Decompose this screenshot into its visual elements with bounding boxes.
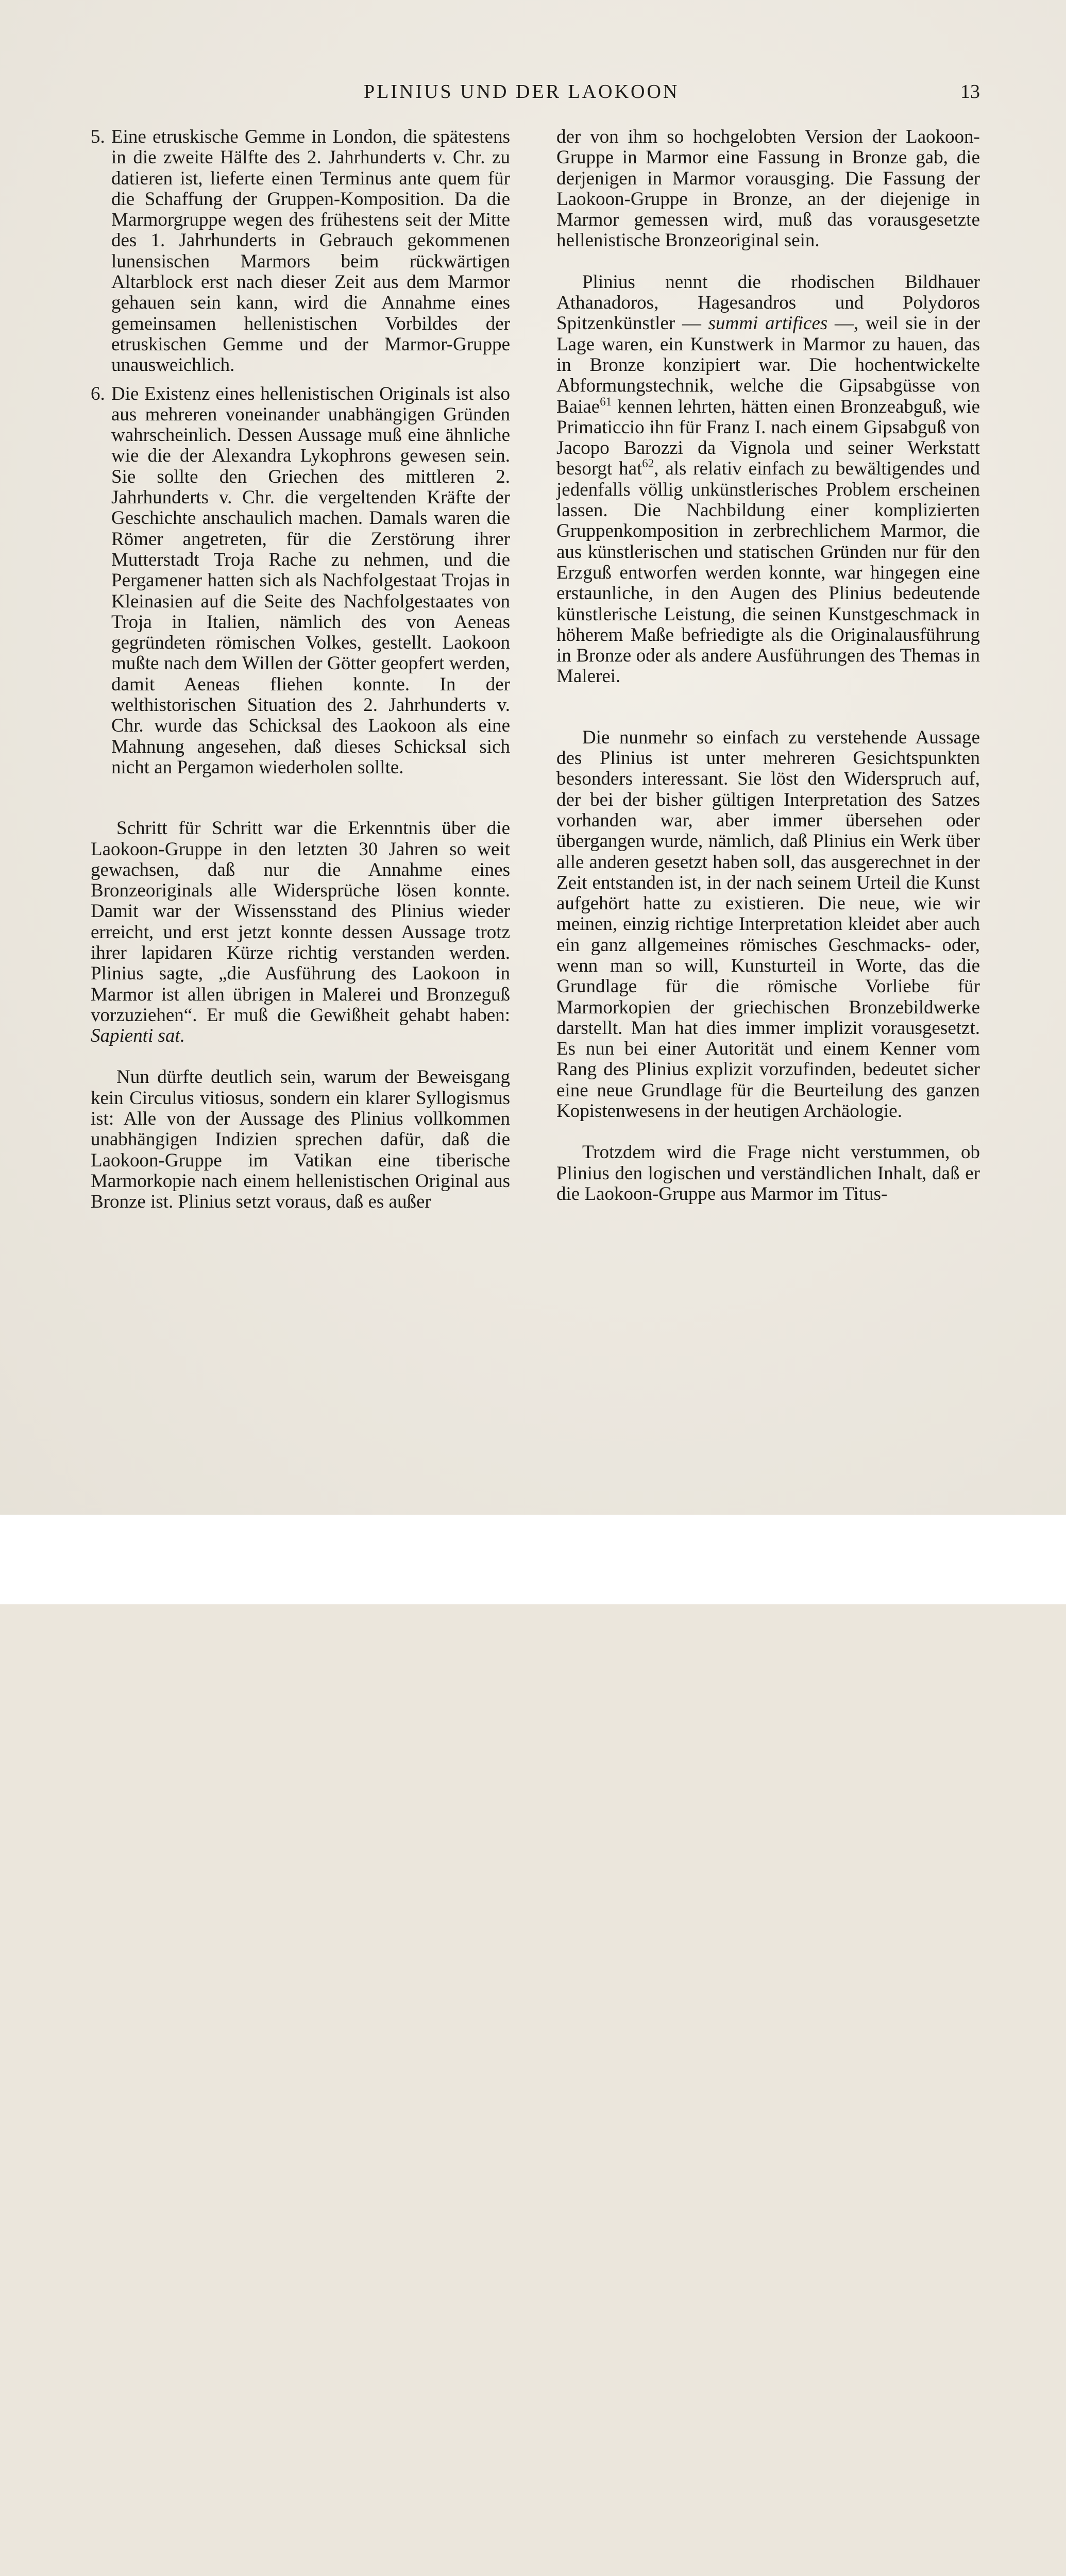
left-column — [91, 127, 510, 1213]
list-number: 6. — [91, 383, 105, 404]
list-item-5 — [91, 127, 510, 376]
running-title: PLINIUS UND DER LAOKOON — [364, 81, 680, 103]
paragraph-text: Schritt für Schritt war die Erkenntnis über die Laokoon-Gruppe in den letzten 30 Jahren so weit gewachsen, daß nur die Annahme eines Bronzeoriginals alle Widersprüche lösen konnte. Damit war der Wissensstand des Plinius wieder erreicht, und erst jetzt konnte dessen Aussage trotz ihrer lapidaren Kürze richtig verstanden werden. Plinius sagte, „die Ausführung des Laokoon in Marmor ist allen übrigen in Malerei und Bronzeguß vorzuziehen“. Er muß die Gewißheit gehabt haben: — [91, 818, 510, 1026]
paragraph-nunmehr: Die nunmehr so einfach zu verstehende Aussage des Plinius ist unter mehreren Gesichtspunkten besonders interessant. Sie löst den Widerspruch auf, der bei der bisher gültigen Interpretation des Satzes vorhanden war, aber immer übersehen oder übergangen wurde, nämlich, daß Plinius ein Werk über alle anderen gesetzt haben soll, das ausgerechnet in der Zeit entstanden ist, in der nach seinem Urteil die Kunst aufgehört hatte zu existieren. Die neue, wie wir meinen, einzig richtige Interpretation kleidet aber auch ein ganz allgemeines römisches Geschmacks- oder, wenn man so will, Kunsturteil in Worte, das die Grundlage für die römische Vorliebe für Marmorkopien der griechischen Bronzebildwerke darstellt. Man hat dies immer implizit vorausgesetzt. Es nun bei einer Autorität und einem Kenner vom Rang des Plinius explizit vorzufinden, bedeutet sicher eine neue Grundlage für die Beurteilung des ganzen Kopistenwesens in der heutigen Archäologie. — [556, 726, 980, 1122]
paragraph-trotzdem: Trotzdem wird die Frage nicht verstummen, ob Plinius den logischen und verständlichen Inhalt, daß er die Laokoon-Gruppe aus Marmor im Titus- — [556, 1142, 980, 1205]
right-column — [556, 127, 980, 1205]
paragraph-continuation: der von ihm so hochgelobten Version der Laokoon-Gruppe in Marmor eine Fassung in Bronze gab, die derjenigen in Marmor vorausging. Die Fassung der Laokoon-Gruppe in Bronze, an der diejenige in Marmor gemessen wird, muß das vorausgesetzte hellenistische Bronzeoriginal sein. — [556, 126, 980, 251]
list-number: 5. — [91, 126, 105, 147]
paragraph-text: kennen lehrten, hätten einen Bronzeabguß, wie Primaticcio ihn für Franz I. nach einem Gipsabguß von Jacopo Barozzi da Vignola und seiner Werkstatt besorgt hat — [556, 396, 980, 480]
paragraph-text: Plinius nennt die rhodischen Bildhauer Athanadoros, Hagesandros und Polydoros Spitzenkünstler — — [556, 271, 980, 334]
latin-term: summi artifices — [708, 313, 828, 334]
footnote-ref-62[interactable]: 62 — [642, 457, 654, 470]
footnote-ref-61[interactable]: 61 — [600, 395, 612, 408]
list-item-6 — [91, 384, 510, 778]
running-head — [0, 80, 1066, 106]
list-item-text: Die Existenz eines hellenistischen Originals ist also aus mehreren voneinander unabhängigen Gründen wahrscheinlich. Dessen Aussage muß eine ähnliche wie die der Alexandra Lykophrons gewesen sein. Sie sollte den Griechen des mittleren 2. Jahrhunderts v. Chr. die vergeltenden Kräfte der Geschichte anschaulich machen. Damals waren die Römer angetreten, für die Zerstörung ihrer Mutterstadt Troja Rache zu nehmen, und die Pergamener hatten sich als Nachfolgestaat Trojas in Kleinasien auf die Seite des Nachfolgestaates von Troja in Italien, nämlich des von Aeneas gegründeten römischen Volkes, gestellt. Laokoon mußte nach dem Willen der Götter geopfert werden, damit Aeneas fliehen konnte. In der welthistorischen Situation des 2. Jahrhunderts v. Chr. wurde das Schicksal des Laokoon als eine Mahnung angesehen, daß dieses Schicksal sich nicht an Pergamon wiederholen sollte. — [111, 383, 510, 778]
paragraph-schritt — [91, 818, 510, 1046]
paragraph-text: , als relativ einfach zu bewältigendes und jedenfalls völlig unkünstlerisches Problem erscheinen lassen. Die Nachbildung einer komplizierten Gruppenkomposition in zerbrechlichem Marmor, die aus künstlerischen und statischen Gründen nur für den Erzguß entworfen werden konnte, war hingegen eine erstaunliche, in den Augen des Plinius bedeutende künstlerische Leistung, die seinen Kunstgeschmack in höherem Maße befriedigte als die Originalausführung in Bronze oder als andere Ausführungen des Themas in Malerei. — [556, 458, 980, 687]
footer-bar — [0, 1515, 1066, 1604]
paragraph-plinius — [556, 272, 980, 687]
paragraph-nun: Nun dürfte deutlich sein, warum der Beweisgang kein Circulus vitiosus, sondern ein klarer Syllogismus ist: Alle von der Aussage des Plinius vollkommen unabhängigen Indizien sprechen dafür, daß die Laokoon-Gruppe im Vatikan eine tiberische Marmorkopie nach einem hellenistischen Original aus Bronze ist. Plinius setzt voraus, daß es außer — [91, 1066, 510, 1213]
latin-quote: Sapienti sat. — [91, 1025, 185, 1047]
page-number: 13 — [960, 81, 980, 103]
paragraph-text: —, weil sie in der Lage waren, ein Kunstwerk in Marmor zu hauen, das in Bronze konzipiert war. Die hochentwickelte Abformungstechnik, welche die Gipsabgüsse von Baiae — [556, 313, 980, 417]
list-item-text: Eine etruskische Gemme in London, die spätestens in die zweite Hälfte des 2. Jahrhunderts v. Chr. zu datieren ist, lieferte einen Terminus ante quem für die Schaffung der Gruppen-Komposition. Da die Marmorgruppe wegen des frühestens seit der Mitte des 1. Jahrhunderts in Gebrauch gekommenen lunensischen Marmors beim rückwärtigen Altarblock erst nach dieser Zeit aus dem Marmor gehauen sein kann, wird die Annahme eines gemeinsamen hellenistischen Vorbildes der etruskischen Gemme und der Marmor-Gruppe unausweichlich. — [111, 126, 510, 376]
